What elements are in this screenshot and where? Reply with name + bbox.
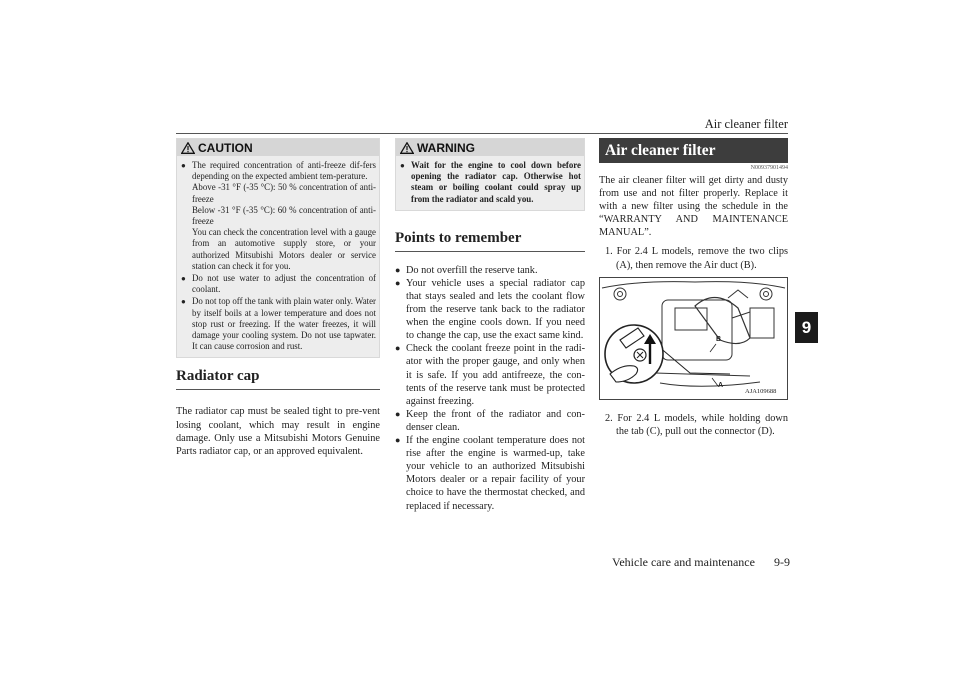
warning-label: WARNING (417, 140, 475, 155)
figure-label-a: A (718, 381, 724, 389)
caution-text: ● Do not use water to adjust the concentration of coolant. (192, 273, 376, 295)
step-1: 1. For 2.4 L models, remove the two clips (A), then remove the Air duct (B). (605, 246, 788, 271)
caution-text: You can check the concentration level with a gauge from an automotive supply store, or your authorized Mitsubishi Motors dealer or service station can check it for you. (192, 227, 376, 271)
warning-list (396, 156, 584, 210)
caution-header (177, 139, 379, 156)
points-item: ● Keep the front of the radiator and con-denser clean. (395, 408, 585, 434)
section-title-bar: Air cleaner filter (599, 138, 788, 163)
caution-text: Below -31 °F (-35 °C): 60 % concentration of anti-freeze (192, 204, 376, 227)
left-column (176, 138, 380, 458)
warning-item: ● Wait for the engine to cool down before opening the radiator cap. Otherwise hot steam or boiling coolant could spray up from the radiator and scald you. (400, 160, 581, 205)
engine-bay-illustration (600, 278, 787, 399)
caution-box (176, 138, 380, 358)
points-list (395, 264, 585, 513)
right-column (599, 138, 788, 438)
radiator-cap-text: The radiator cap must be sealed tight to pre-vent losing coolant, which may result in engine damage. Only use a Mitsubishi Motors Genuine Parts radiator cap, or an approved equivalent. (176, 406, 380, 457)
caution-item (181, 160, 376, 272)
figure-label-b: B (716, 335, 722, 343)
middle-column (395, 138, 585, 513)
warning-triangle-icon (181, 142, 195, 154)
footer-section: Vehicle care and maintenance (612, 555, 755, 569)
engine-figure (599, 277, 788, 400)
points-item: ● Your vehicle uses a special radiator cap that stays sealed and lets the coolant flow from the reserve tank back to the radiator when the engine cools down. If you need to change the cap, use the exact same kind. (395, 277, 585, 342)
points-item: ● If the engine coolant temperature does not rise after the engine is warmed-up, take your vehicle to an authorized Mitsubishi Motors dealer or a repair facility of your choice to have the thermostat checked, and replaced if necessary. (395, 434, 585, 513)
header-rule (176, 133, 788, 134)
figure-code: AJA109688 (745, 387, 777, 395)
radiator-cap-heading: Radiator cap (176, 368, 380, 390)
caution-item (181, 296, 376, 352)
footer-page-number: 9-9 (774, 555, 790, 569)
caution-item (181, 273, 376, 295)
caution-text: ● The required concentration of anti-freeze dif-fers depending on the expected ambient tem-perature. (192, 160, 376, 182)
running-header: Air cleaner filter (704, 117, 788, 131)
points-item: ● Do not overfill the reserve tank. (395, 264, 585, 277)
intro-text: The air cleaner filter will get dirty and dusty from use and not filter properly. Replace it with a new filter using the schedule in the “WARRANTY AND MAINTENANCE MANUAL”. (599, 175, 788, 239)
caution-list (177, 156, 379, 357)
caution-text: ● Do not top off the tank with plain water only. Water by itself boils at a lower temperature and does not stop rust or freezing. If the water freezes, it will damage your cooling system. Do not use tapwater. It can cause corrosion and rust. (192, 296, 376, 352)
step-2: 2. For 2.4 L models, while holding down the tab (C), pull out the connector (D). (605, 412, 788, 437)
points-item: ● Check the coolant freeze point in the radi-ator with the proper gauge, and only when it is safe. If you add antifreeze, the con-tents of the reserve tank must be protected against freezing. (395, 342, 585, 407)
chapter-tab: 9 (795, 312, 818, 343)
points-heading: Points to remember (395, 230, 585, 252)
warning-box (395, 138, 585, 211)
warning-header (396, 139, 584, 156)
caution-label: CAUTION (198, 140, 253, 155)
warning-triangle-icon (400, 142, 414, 154)
doc-code: N00937901494 (750, 165, 788, 171)
caution-text: Above -31 °F (-35 °C): 50 % concentration of anti-freeze (192, 182, 376, 204)
